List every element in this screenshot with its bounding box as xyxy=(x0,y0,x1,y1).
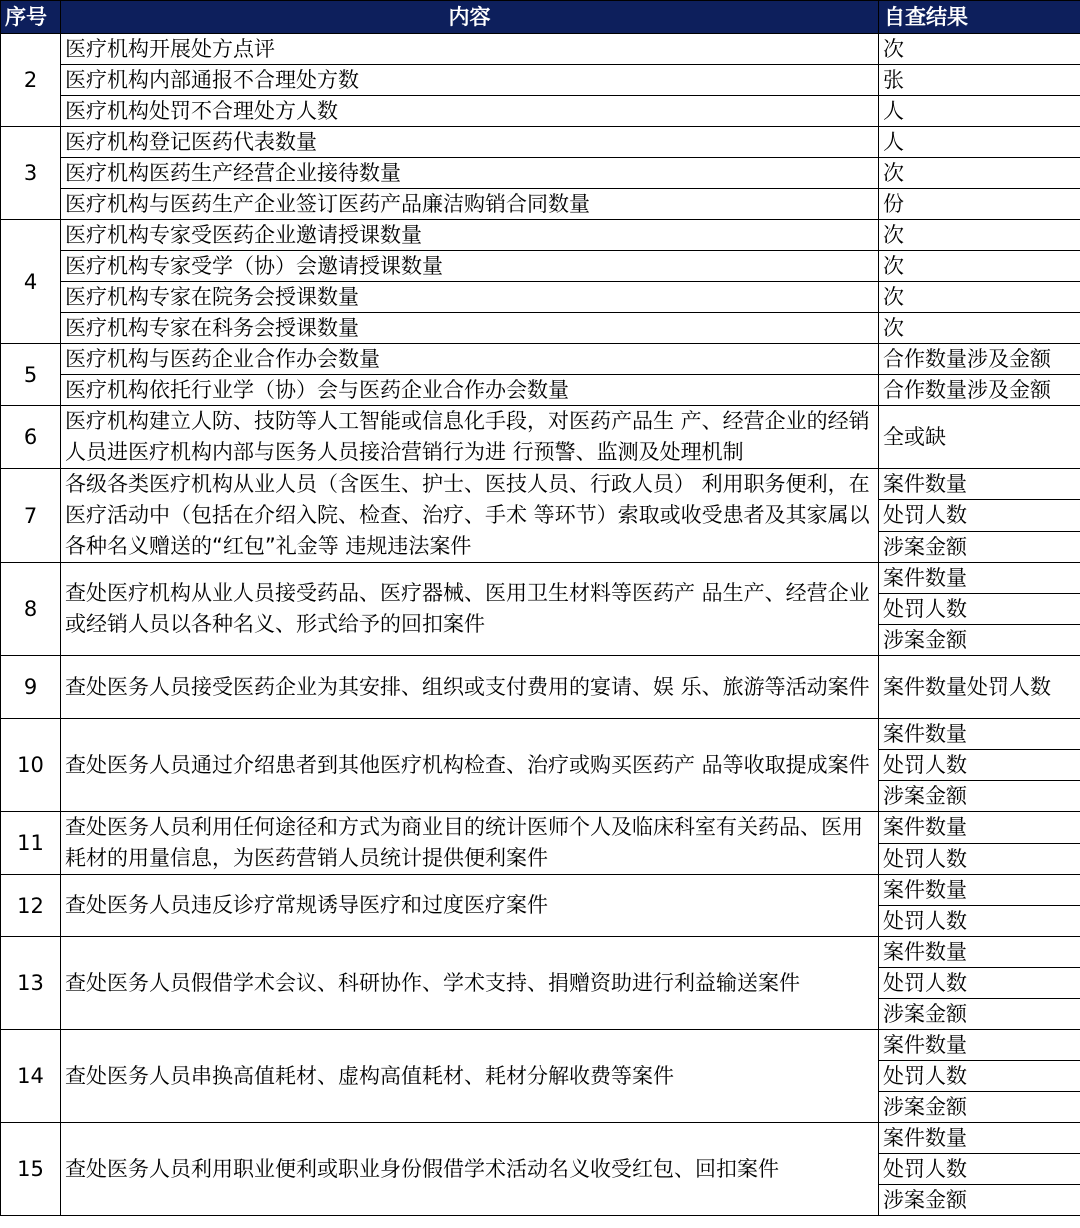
row-result: 案件数量 xyxy=(879,812,1080,844)
row-content: 查处医务人员违反诊疗常规诱导医疗和过度医疗案件 xyxy=(61,875,879,937)
row-result: 涉案金额 xyxy=(879,625,1080,656)
row-result: 处罚人数 xyxy=(879,1154,1080,1185)
row-result: 案件数量 xyxy=(879,875,1080,906)
header-content: 内容 xyxy=(61,1,879,34)
row-number: 9 xyxy=(1,656,61,719)
table-row xyxy=(1,34,1080,65)
row-result: 处罚人数 xyxy=(879,906,1080,937)
row-content: 查处医务人员利用任何途径和方式为商业目的统计医师个人及临床科室有关药品、医用耗材的用量信息，为医药营销人员统计提供便利案件 xyxy=(61,812,879,875)
table-row xyxy=(1,251,1080,282)
row-content: 查处医务人员串换高值耗材、虚构高值耗材、耗材分解收费等案件 xyxy=(61,1030,879,1123)
table-row xyxy=(1,127,1080,158)
header-no: 序号 xyxy=(1,1,61,34)
row-result: 案件数量处罚人数 xyxy=(879,656,1080,719)
row-result: 全或缺 xyxy=(879,406,1080,469)
row-result: 张 xyxy=(879,65,1080,96)
row-result: 次 xyxy=(879,313,1080,344)
row-content: 医疗机构与医药生产企业签订医药产品廉洁购销合同数量 xyxy=(61,189,879,220)
table-row xyxy=(1,656,1080,719)
table-row xyxy=(1,875,1080,906)
row-result: 合作数量涉及金额 xyxy=(879,344,1080,375)
table-row xyxy=(1,1123,1080,1154)
row-result: 处罚人数 xyxy=(879,843,1080,875)
row-result: 次 xyxy=(879,251,1080,282)
row-content: 医疗机构处罚不合理处方人数 xyxy=(61,96,879,127)
row-result: 人 xyxy=(879,127,1080,158)
row-result: 处罚人数 xyxy=(879,1061,1080,1092)
row-result: 涉案金额 xyxy=(879,781,1080,812)
table-row xyxy=(1,937,1080,968)
row-content: 医疗机构建立人防、技防等人工智能或信息化手段，对医药产品生 产、经营企业的经销人员进医疗机构内部与医务人员接洽营销行为进 行预警、监测及处理机制 xyxy=(61,406,879,469)
row-result: 案件数量 xyxy=(879,937,1080,968)
row-result: 处罚人数 xyxy=(879,750,1080,781)
row-content: 医疗机构内部通报不合理处方数 xyxy=(61,65,879,96)
row-result: 处罚人数 xyxy=(879,500,1080,531)
table-header-row xyxy=(1,1,1080,34)
row-content: 医疗机构专家受医药企业邀请授课数量 xyxy=(61,220,879,251)
row-number: 2 xyxy=(1,34,61,127)
table-row xyxy=(1,406,1080,469)
row-content: 医疗机构登记医药代表数量 xyxy=(61,127,879,158)
table-row xyxy=(1,1030,1080,1061)
row-number: 6 xyxy=(1,406,61,469)
row-result: 合作数量涉及金额 xyxy=(879,375,1080,406)
row-number: 11 xyxy=(1,812,61,875)
table-row xyxy=(1,189,1080,220)
row-content: 查处医务人员接受医药企业为其安排、组织或支付费用的宴请、娱 乐、旅游等活动案件 xyxy=(61,656,879,719)
row-result: 涉案金额 xyxy=(879,531,1080,562)
row-number: 14 xyxy=(1,1030,61,1123)
row-result: 涉案金额 xyxy=(879,1092,1080,1123)
row-number: 5 xyxy=(1,344,61,406)
row-result: 案件数量 xyxy=(879,563,1080,594)
row-number: 4 xyxy=(1,220,61,344)
row-content: 查处医疗机构从业人员接受药品、医疗器械、医用卫生材料等医药产 品生产、经营企业或经销人员以各种名义、形式给予的回扣案件 xyxy=(61,563,879,656)
row-content: 医疗机构开展处方点评 xyxy=(61,34,879,65)
table-body xyxy=(1,34,1080,1216)
row-result: 案件数量 xyxy=(879,469,1080,500)
table-row xyxy=(1,563,1080,594)
row-result: 案件数量 xyxy=(879,719,1080,750)
row-result: 处罚人数 xyxy=(879,594,1080,625)
row-result: 次 xyxy=(879,220,1080,251)
table-row xyxy=(1,812,1080,844)
row-result: 份 xyxy=(879,189,1080,220)
row-content: 各级各类医疗机构从业人员（含医生、护士、医技人员、行政人员） 利用职务便利，在医疗活动中（包括在介绍入院、检查、治疗、手术 等环节）索取或收受患者及其家属以各种名义赠送的“红包”礼金等 违规违法案件 xyxy=(61,469,879,563)
row-result: 次 xyxy=(879,158,1080,189)
row-result: 次 xyxy=(879,282,1080,313)
row-result: 案件数量 xyxy=(879,1030,1080,1061)
table-row xyxy=(1,719,1080,750)
row-number: 7 xyxy=(1,469,61,563)
table-row xyxy=(1,313,1080,344)
row-content: 查处医务人员利用职业便利或职业身份假借学术活动名义收受红包、回扣案件 xyxy=(61,1123,879,1216)
table-row xyxy=(1,96,1080,127)
row-result: 涉案金额 xyxy=(879,1185,1080,1216)
row-content: 医疗机构专家在科务会授课数量 xyxy=(61,313,879,344)
row-content: 医疗机构与医药企业合作办会数量 xyxy=(61,344,879,375)
table-row xyxy=(1,469,1080,500)
row-content: 查处医务人员通过介绍患者到其他医疗机构检查、治疗或购买医药产 品等收取提成案件 xyxy=(61,719,879,812)
row-result: 次 xyxy=(879,34,1080,65)
header-result: 自查结果 xyxy=(879,1,1080,34)
row-result: 案件数量 xyxy=(879,1123,1080,1154)
row-result: 涉案金额 xyxy=(879,999,1080,1030)
row-result: 人 xyxy=(879,96,1080,127)
row-number: 12 xyxy=(1,875,61,937)
row-content: 医疗机构医药生产经营企业接待数量 xyxy=(61,158,879,189)
row-content: 医疗机构专家受学（协）会邀请授课数量 xyxy=(61,251,879,282)
row-result: 处罚人数 xyxy=(879,968,1080,999)
table-row xyxy=(1,375,1080,406)
row-number: 3 xyxy=(1,127,61,220)
row-number: 10 xyxy=(1,719,61,812)
table-row xyxy=(1,344,1080,375)
row-number: 8 xyxy=(1,563,61,656)
table-row xyxy=(1,220,1080,251)
row-number: 13 xyxy=(1,937,61,1030)
row-content: 医疗机构专家在院务会授课数量 xyxy=(61,282,879,313)
row-number: 15 xyxy=(1,1123,61,1216)
row-content: 查处医务人员假借学术会议、科研协作、学术支持、捐赠资助进行利益输送案件 xyxy=(61,937,879,1030)
table-row xyxy=(1,65,1080,96)
table-row xyxy=(1,282,1080,313)
table-row xyxy=(1,158,1080,189)
row-content: 医疗机构依托行业学（协）会与医药企业合作办会数量 xyxy=(61,375,879,406)
